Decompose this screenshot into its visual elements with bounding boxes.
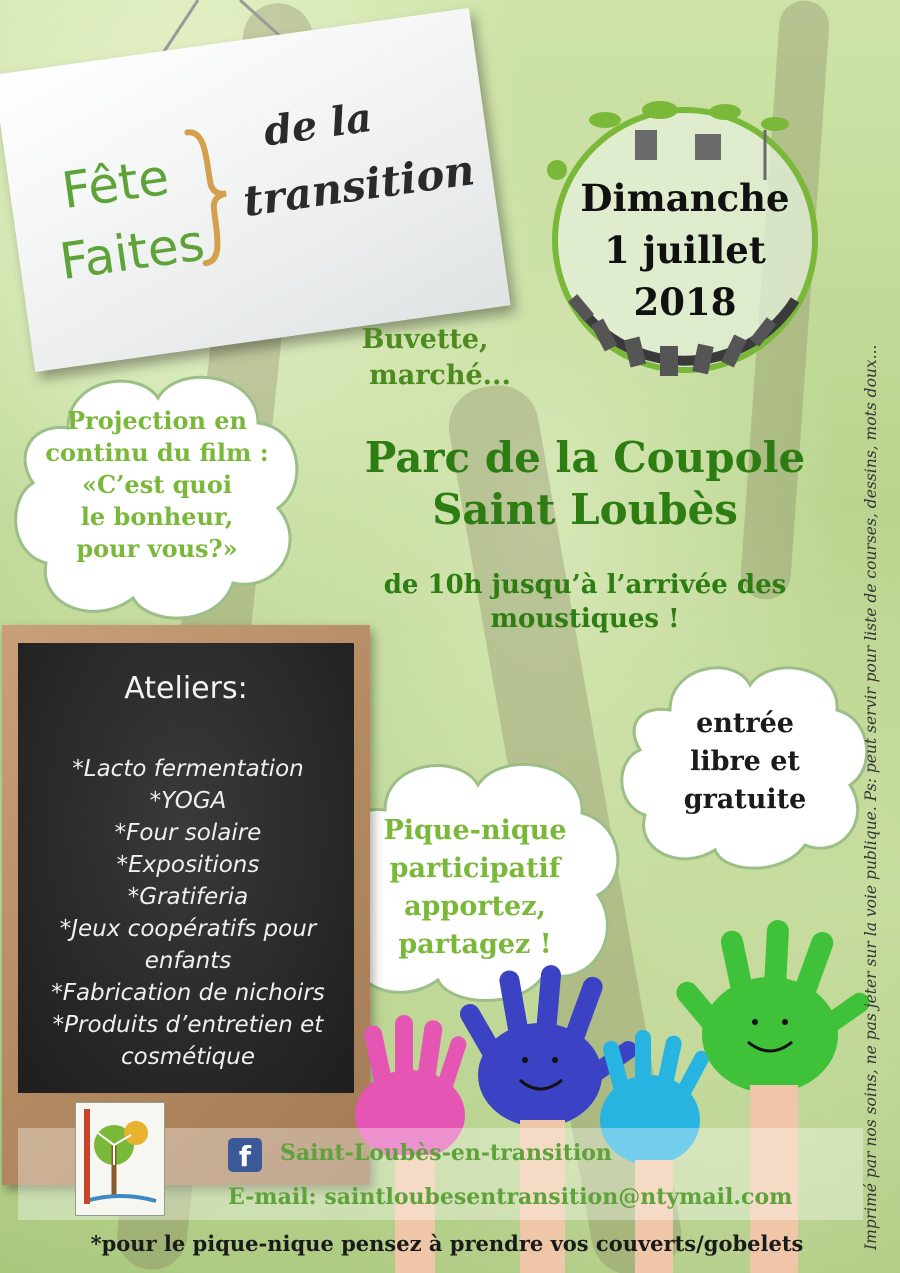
event-year: 2018: [633, 280, 737, 324]
sign-words-de-la: de la: [260, 93, 375, 156]
transition-logo: [75, 1102, 165, 1216]
ateliers-title: Ateliers:: [124, 671, 248, 706]
piquenique-line: partagez !: [398, 929, 552, 960]
hours-line: moustiques !: [490, 604, 680, 634]
atelier-item: *Fabrication de nichoirs: [51, 980, 325, 1006]
entree-line: gratuite: [683, 784, 807, 815]
piquenique-line: apportez,: [404, 891, 546, 922]
atelier-item: cosmétique: [121, 1044, 255, 1070]
buvette-line: Buvette,: [361, 324, 489, 355]
painted-hands-illustration: [180, 920, 900, 1273]
sign-word-faites: Faites: [56, 213, 208, 292]
atelier-item: *Four solaire: [114, 820, 262, 846]
picnic-reminder: *pour le pique-nique pensez à prendre vos couverts/gobelets: [90, 1231, 804, 1256]
atelier-item: *Lacto fermentation: [72, 756, 304, 782]
venue-hours: [300, 568, 870, 636]
print-note: Imprimé par nos soins, ne pas jeter sur la voie publique. Ps: peut servir pour liste de courses, dessins, mots doux...: [862, 344, 880, 1250]
atelier-item: *Jeux coopératifs pour: [59, 916, 317, 942]
event-date: [560, 172, 810, 328]
venue: [300, 432, 870, 536]
piquenique-line: Pique-nique: [383, 815, 567, 846]
atelier-item: *Produits d’entretien et: [52, 1012, 324, 1038]
projection-line: pour vous?»: [76, 534, 238, 563]
contact-email[interactable]: E-mail: saintloubesentransition@ntymail.com: [228, 1184, 793, 1210]
atelier-item: *YOGA: [149, 788, 227, 814]
title-sign: [0, 8, 511, 372]
sign-word-transition: transition: [240, 145, 478, 227]
buvette-text: [290, 322, 560, 394]
venue-park: Parc de la Coupole: [364, 433, 806, 482]
sign-word-fete: Fête: [58, 147, 173, 221]
entree-text: [630, 705, 860, 819]
atelier-item: enfants: [144, 948, 232, 974]
hours-line: de 10h jusqu’à l’arrivée des: [383, 570, 787, 600]
projection-line: le bonheur,: [80, 502, 234, 531]
piquenique-line: participatif: [389, 853, 561, 884]
facebook-page-name[interactable]: Saint-Loubès-en-transition: [280, 1140, 612, 1166]
projection-line: continu du film :: [45, 438, 269, 467]
projection-text: [22, 405, 292, 565]
facebook-icon[interactable]: f: [228, 1138, 262, 1172]
entree-line: libre et: [690, 746, 800, 777]
venue-town: Saint Loubès: [432, 485, 738, 534]
atelier-item: *Gratiferia: [127, 884, 249, 910]
atelier-item: *Expositions: [116, 852, 260, 878]
event-date-day: 1 juillet: [604, 228, 766, 272]
entree-line: entrée: [696, 708, 794, 739]
event-day: Dimanche: [580, 176, 790, 220]
projection-line: Projection en: [67, 406, 247, 435]
buvette-line: marché...: [369, 360, 511, 391]
projection-line: «C’est quoi: [81, 470, 233, 499]
